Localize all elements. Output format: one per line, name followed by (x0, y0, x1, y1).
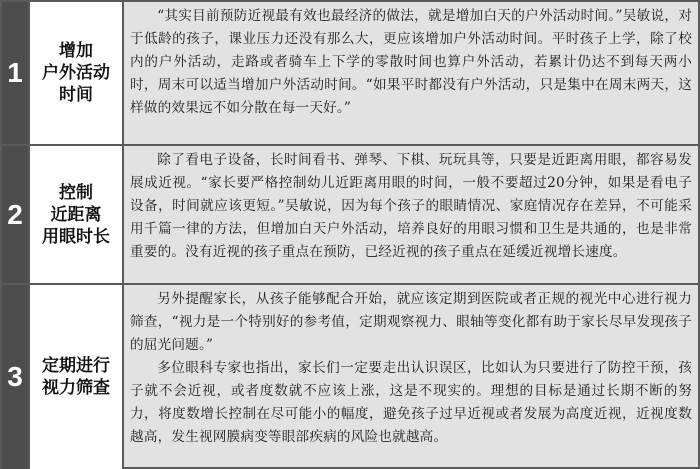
row-number: 2 (2, 146, 28, 283)
row-body (124, 146, 698, 283)
row-body (124, 2, 698, 144)
row-title (28, 146, 124, 283)
row-title-line: 用眼时长 (42, 226, 110, 247)
body-paragraph: 另外提醒家长，从孩子能够配合开始，就应该定期到医院或者正规的视光中心进行视力筛查，“视力是一个特别好的参考值，定期观察视力、眼轴等变化都有助于家长尽早发现孩子的屈光问题。” (130, 291, 692, 353)
row-title-line: 增加 (59, 41, 93, 61)
body-paragraph: “其实目前预防近视最有效也最经济的做法，就是增加白天的户外活动时间。”吴敏说，对于低龄的孩子，课业压力还没有那么大，更应该增加户外活动时间。平时孩子上学，除了校内的户外活动，走路或者骑车上下学的零散时间也算户外活动，若累计仍达不到每天两小时，周末可以适当增加户外活动时间。“如果平时都没有户外活动，只是集中在周末两天，这样做的效果远不如分散在每一天好。” (130, 8, 692, 116)
row-title (28, 285, 124, 469)
row-title-line: 时间 (59, 85, 93, 105)
tip-row-2 (2, 146, 698, 283)
body-paragraph: 除了看电子设备，长时间看书、弹琴、下棋、玩玩具等，只要是近距离用眼，都容易发展成近视。“家长要严格控制幼儿近距离用眼的时间，一般不要超过20分钟，如果是看电子设备，时间就应该更短。”吴敏说，因为每个孩子的眼睛情况、家庭情况存在差异，不可能采用千篇一律的方法，但增加白天户外活动，培养良好的用眼习惯和卫生是共通的，也是非常重要的。没有近视的孩子重点在预防，已经近视的孩子重点在延缓近视增长速度。 (130, 152, 692, 260)
row-number: 3 (2, 285, 28, 469)
row-title-line: 定期进行 (42, 356, 110, 376)
row-title-line: 控制 (59, 182, 93, 203)
row-body (124, 285, 698, 469)
row-number: 1 (2, 2, 28, 144)
row-title-line: 近距离 (50, 204, 102, 225)
body-paragraph: 多位眼科专家也指出，家长们一定要走出认识误区，比如认为只要进行了防控干预，孩子就不会近视，或者度数就不应该上涨，这是不现实的。理想的目标是通过长期不断的努力，将度数增长控制在尽可能小的幅度，避免孩子过早近视或者发展为高度近视，近视度数越高，发生视网膜病变等眼部疾病的风险也就越高。 (130, 360, 692, 445)
row-title (28, 2, 124, 144)
row-title-line: 视力筛查 (42, 378, 110, 398)
tip-row-3 (2, 285, 698, 469)
row-title-line: 户外活动 (42, 63, 110, 83)
tip-row-1 (2, 2, 698, 144)
